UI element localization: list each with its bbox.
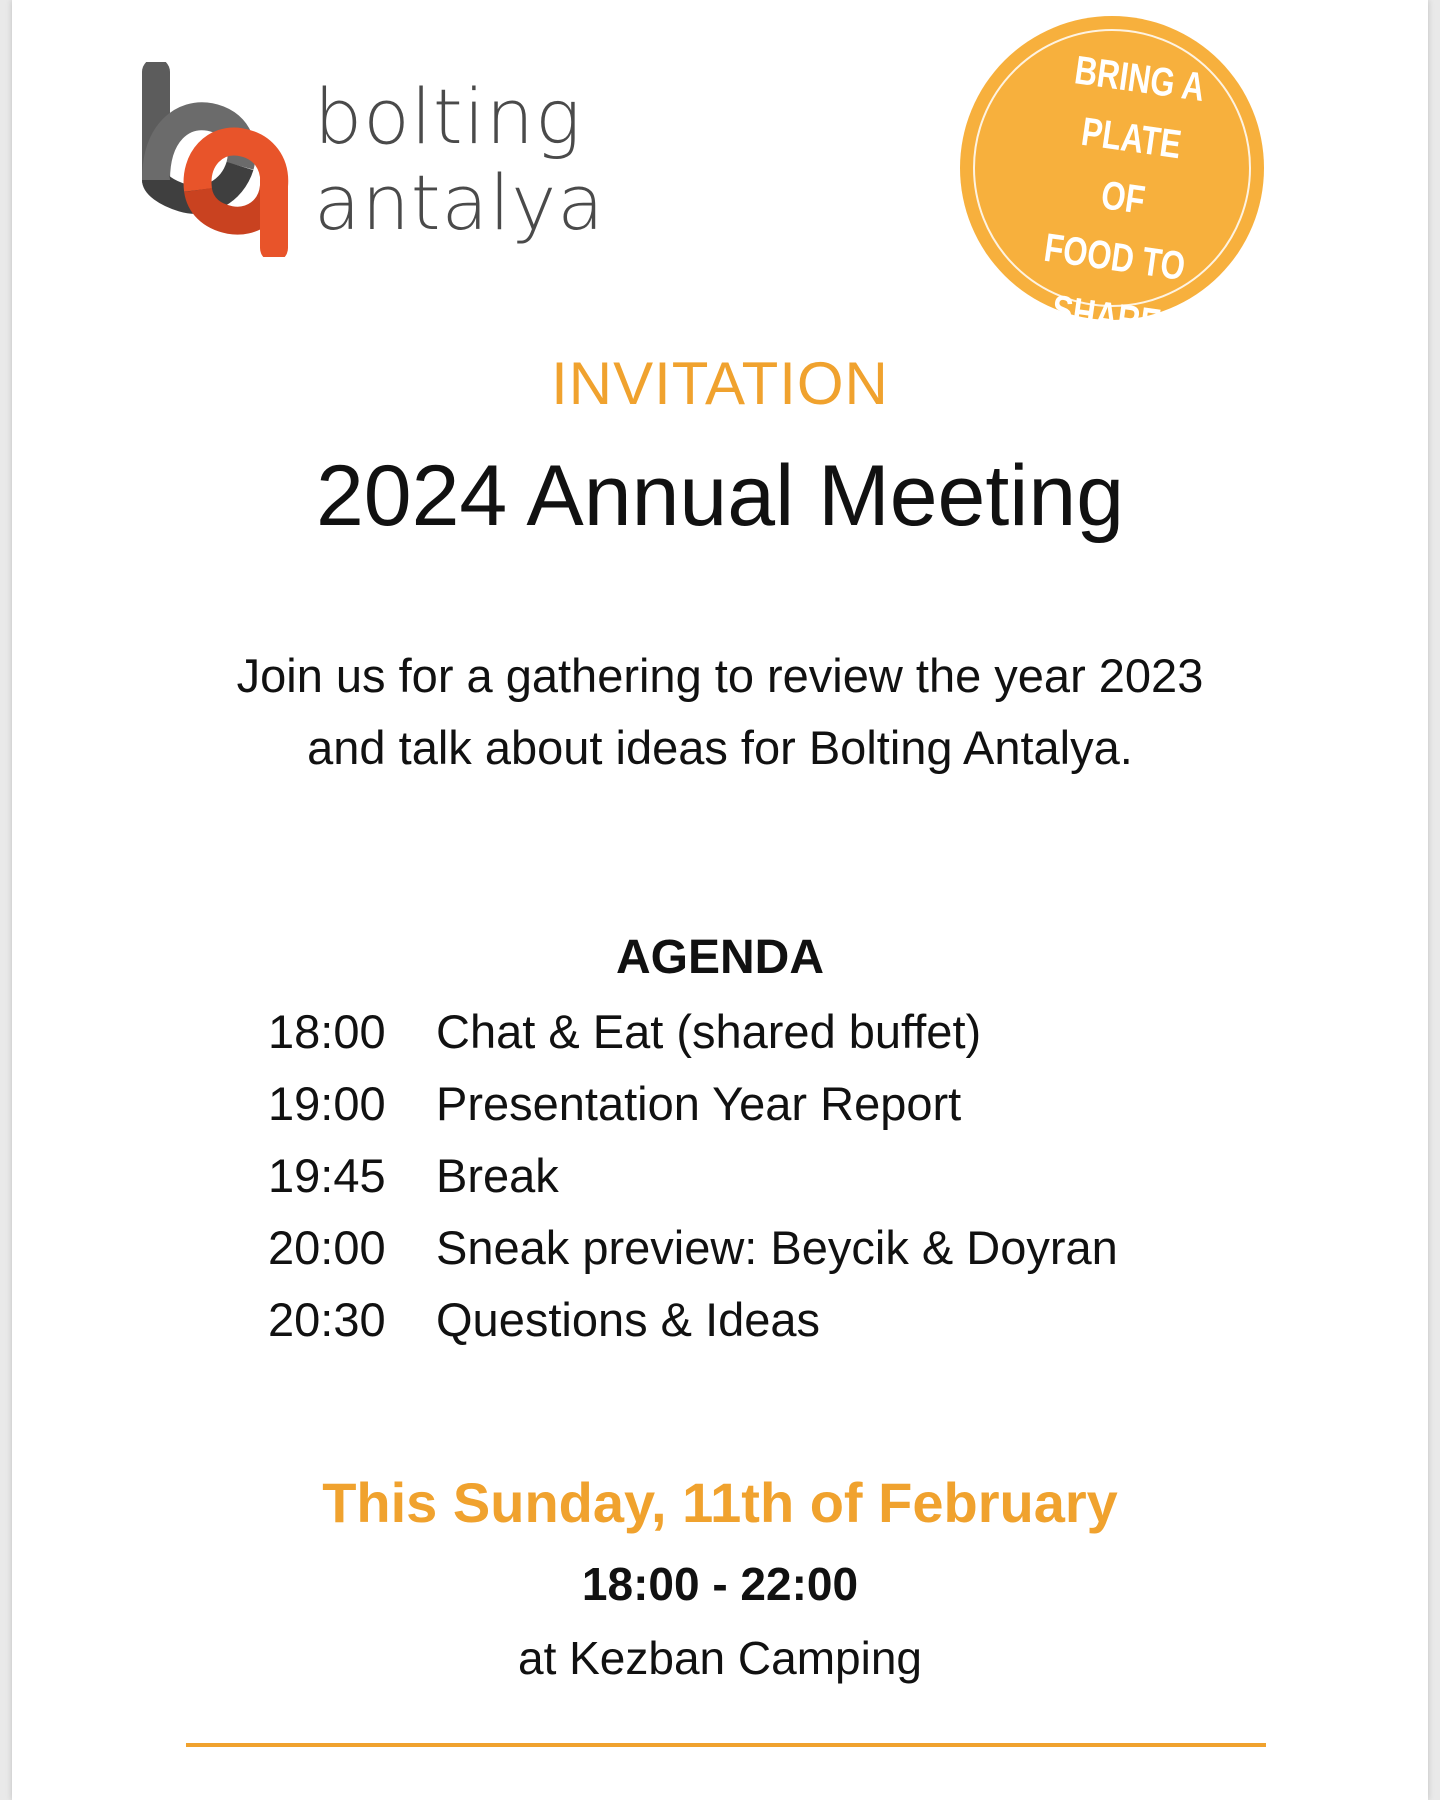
event-date: This Sunday, 11th of February	[322, 1471, 1118, 1534]
intro-line: and talk about ideas for Bolting Antalya.	[307, 721, 1133, 774]
sticker-line: SHARE	[1049, 287, 1164, 347]
page-title: 2024 Annual Meeting	[315, 448, 1125, 544]
agenda-time: 18:00	[268, 1004, 386, 1058]
logo-word-antalya: antalya	[314, 158, 605, 247]
agenda-list	[268, 995, 1268, 1355]
logo-wordmark	[314, 74, 605, 246]
agenda-time: 19:00	[268, 1076, 386, 1130]
logo-word-bolting: bolting	[314, 72, 582, 161]
agenda-label: Presentation Year Report	[436, 1076, 962, 1130]
agenda-label: Sneak preview: Beycik & Doyran	[436, 1220, 1118, 1274]
invitation-label: INVITATION	[551, 350, 889, 417]
bottom-divider	[186, 1743, 1266, 1747]
bring-food-sticker	[958, 14, 1266, 347]
agenda-item	[268, 1211, 1268, 1283]
agenda-heading: AGENDA	[615, 931, 824, 984]
sticker-line: BRING A	[1071, 48, 1208, 111]
invitation-page	[12, 0, 1428, 1800]
agenda-time: 20:00	[268, 1220, 386, 1274]
bolting-antalya-logo-icon	[128, 62, 303, 257]
agenda-item	[268, 1067, 1268, 1139]
bolting-antalya-logo	[128, 62, 648, 262]
agenda-label: Chat & Eat (shared buffet)	[436, 1004, 982, 1058]
agenda-label: Break	[436, 1148, 559, 1202]
intro-line: Join us for a gathering to review the year 2023	[236, 649, 1204, 702]
agenda-item	[268, 995, 1268, 1067]
event-hours: 18:00 - 22:00	[581, 1558, 859, 1610]
sticker-line: FOOD TO	[1041, 225, 1188, 290]
agenda-label: Questions & Ideas	[436, 1292, 821, 1346]
agenda-item	[268, 1283, 1268, 1355]
sticker-line: PLATE OF	[1078, 109, 1184, 223]
intro-text	[12, 640, 1428, 784]
agenda-item	[268, 1139, 1268, 1211]
agenda-time: 20:30	[268, 1292, 386, 1346]
event-location: at Kezban Camping	[517, 1632, 923, 1684]
agenda-time: 19:45	[268, 1148, 386, 1202]
